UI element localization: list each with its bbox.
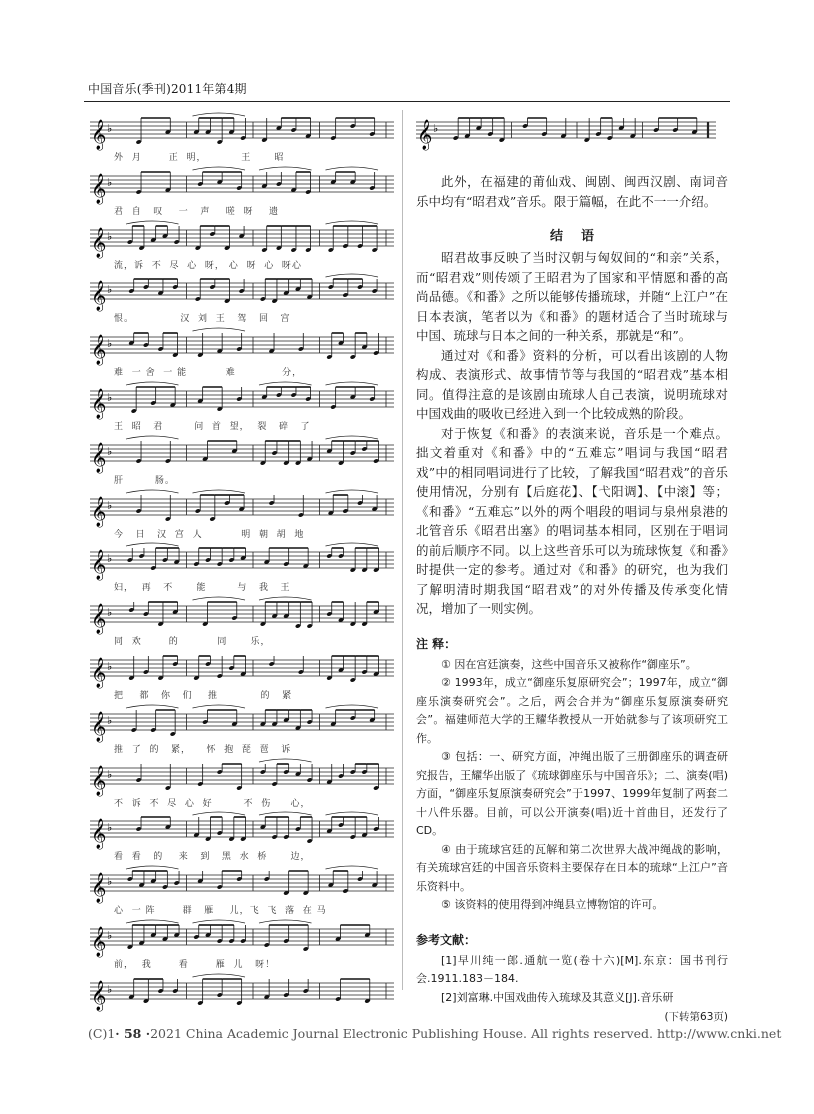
treble-clef-icon: 𝄞 bbox=[91, 819, 107, 850]
lyric-line: 看 看 的 来 到 黑 水 桥 边， bbox=[114, 852, 311, 863]
section-title: 结语 bbox=[549, 229, 612, 244]
note-item: ① 因在宫廷演奏，这些中国音乐又被称作“御座乐”。 bbox=[441, 657, 697, 671]
flat-icon: ♭ bbox=[107, 122, 113, 135]
staff-row bbox=[90, 273, 394, 327]
staff bbox=[90, 542, 394, 582]
staff-row bbox=[90, 919, 394, 973]
lyric-line: 王 昭 君 问 首 望， 裂 碎 了 bbox=[114, 421, 311, 432]
continued-note: (下转第63页) bbox=[664, 1011, 728, 1023]
treble-clef-icon: 𝄞 bbox=[91, 926, 107, 957]
flat-icon: ♭ bbox=[107, 713, 113, 727]
paragraph: 通过对《和番》资料的分析，可以看出该剧的人物构成、表演形式、故事情节等与我国的“昭君戏”基本相同。值得注意的是该剧由琉球人自己表演，说明琉球对中国戏曲的吸收已经进入到一个比较成熟的阶段。 bbox=[416, 347, 728, 421]
staff-row bbox=[90, 973, 394, 1027]
staff-row bbox=[90, 542, 394, 596]
flat-icon: ♭ bbox=[107, 337, 113, 351]
flat-icon: ♭ bbox=[107, 444, 113, 458]
treble-clef-icon: 𝄞 bbox=[91, 550, 107, 581]
flat-icon: ♭ bbox=[107, 821, 113, 835]
treble-clef-icon: 𝄞 bbox=[91, 604, 107, 635]
music-score bbox=[90, 112, 394, 1027]
staff bbox=[90, 811, 394, 851]
page-footer bbox=[88, 1026, 782, 1041]
treble-clef-icon: 𝄞 bbox=[91, 980, 107, 1011]
treble-clef-icon: 𝄞 bbox=[91, 657, 107, 688]
staff bbox=[90, 273, 394, 313]
staff bbox=[90, 919, 394, 959]
paragraph: 此外，在福建的莆仙戏、闽剧、闽西汉剧、南词音乐中均有“昭君戏”音乐。限于篇幅，在此不一一介绍。 bbox=[416, 174, 728, 209]
staff bbox=[90, 327, 394, 367]
lyric-line: 心 一 阵 群 雁 儿，飞 飞 落 在 马 bbox=[114, 906, 327, 917]
footer-copyright: 2021 China Academic Journal Electronic Publishing House. All rights reserved. http://www.cnki.net bbox=[150, 1026, 782, 1041]
staff-row bbox=[90, 596, 394, 650]
staff bbox=[90, 758, 394, 798]
treble-clef-icon: 𝄞 bbox=[91, 496, 107, 527]
flat-icon: ♭ bbox=[107, 606, 113, 620]
final-staff bbox=[416, 112, 728, 162]
lyric-line: 不 诉 不 尽 心 好 不 伤 心， bbox=[114, 798, 311, 809]
lyric-line: 恨。 汉 刘 王 驾 回 宫 bbox=[114, 314, 291, 325]
flat-icon: ♭ bbox=[107, 552, 113, 566]
lyric-line: 今 日 汉 宫 人 明 朝 胡 地 bbox=[114, 529, 305, 540]
staff-row bbox=[90, 811, 394, 865]
treble-clef-icon: 𝄞 bbox=[91, 388, 107, 419]
page-number: · 58 · bbox=[115, 1026, 151, 1041]
treble-clef-icon: 𝄞 bbox=[91, 227, 107, 258]
lyric-line: 同 欢 的 同 乐， bbox=[114, 637, 271, 648]
treble-clef-icon: 𝄞 bbox=[91, 442, 107, 473]
right-column bbox=[416, 112, 728, 1024]
staff bbox=[90, 596, 394, 636]
staff-row bbox=[90, 650, 394, 704]
treble-clef-icon: 𝄞 bbox=[91, 281, 107, 312]
staff bbox=[90, 112, 394, 152]
staff-row bbox=[90, 435, 394, 489]
staff-row bbox=[90, 865, 394, 919]
flat-icon: ♭ bbox=[107, 767, 113, 781]
lyric-line: 外 月 正 明， 王 昭 bbox=[114, 153, 285, 163]
staff-row bbox=[90, 166, 394, 220]
lyric-line: 推 了 的 紧， 怀 抱 琵 琶 诉 bbox=[114, 744, 292, 755]
treble-clef-icon: 𝄞 bbox=[417, 120, 433, 150]
references-title: 参考文献： bbox=[416, 932, 477, 947]
note-item: ④ 由于琉球宫廷的瓦解和第二次世界大战冲绳战的影响，有关琉球宫廷的中国音乐资料主要保存在日本的琉球“上江户”音乐资料中。 bbox=[416, 842, 728, 893]
note-item: ② 1993年，成立“御座乐复原研究会”；1997年，成立“御座乐演奏研究会”。之后，两会合并为“御座乐复原演奏研究会”。福建师范大学的王耀华教授从一开始就参与了该项研究工作。 bbox=[416, 676, 728, 745]
flat-icon: ♭ bbox=[107, 229, 113, 243]
flat-icon: ♭ bbox=[107, 390, 113, 404]
staff-row bbox=[90, 112, 394, 166]
footer-prefix: (C)1 bbox=[88, 1026, 116, 1041]
reference-item: [2]刘富琳.中国戏曲传入琉球及其意义[J].音乐研 bbox=[441, 990, 674, 1004]
flat-icon: ♭ bbox=[107, 659, 113, 673]
reference-item: [1]早川纯一郎.通航一览(卷十六)[M].东京：国书刊行会.1911.183－184. bbox=[416, 953, 728, 985]
flat-icon: ♭ bbox=[107, 283, 113, 297]
flat-icon: ♭ bbox=[107, 875, 113, 889]
notes-title: 注 释： bbox=[416, 636, 457, 651]
paragraph: 对于恢复《和番》的表演来说，音乐是一个难点。拙文着重对《和番》中的“五难忘”唱词与我国“昭君戏”中的相同唱词进行了比较，了解我国“昭君戏”的音乐使用情况，分别有【后庭花】、【弋阳调】、【中滚】等；《和番》“五难忘”以外的两个唱段的唱词与泉州泉港的北管音乐《昭君出塞》的唱词基本相同，区别在于唱词的前后顺序不同。以上这些音乐可以为琉球恢复《和番》时提供一定的参考。通过对《和番》的研究，也为我们了解明清时期我国“昭君戏”的对外传播及传承变化情况，增加了一则实例。 bbox=[416, 425, 728, 616]
staff bbox=[90, 220, 394, 260]
lyric-line: 君 自 叹 一 声 嗟 呀 遗 bbox=[114, 206, 279, 217]
staff bbox=[90, 489, 394, 529]
staff-row bbox=[90, 381, 394, 435]
staff-row bbox=[90, 704, 394, 758]
staff bbox=[90, 704, 394, 744]
staff bbox=[90, 973, 394, 1013]
note-item: ③ 包括：一、研究方面，冲绳出版了三册御座乐的调查研究报告，王耀华出版了《琉球御座乐与中国音乐》；二、演奏(唱)方面，“御座乐复原演奏研究会”于1997、1999年复制了两套二十八件乐器。目前，可以公开演奏(唱)近十首曲目，还发行了CD。 bbox=[416, 750, 728, 837]
flat-icon: ♭ bbox=[107, 498, 113, 512]
lyric-line: 难 一 舍 一 能 难 分， bbox=[114, 368, 303, 379]
staff-row bbox=[90, 489, 394, 543]
treble-clef-icon: 𝄞 bbox=[91, 873, 107, 904]
lyric-line: 前， 我 看 雁 儿 呀！ bbox=[114, 959, 276, 970]
staff-row bbox=[90, 220, 394, 274]
staff bbox=[90, 865, 394, 905]
lyric-line: 妇， 再 不 能 与 我 王 bbox=[114, 583, 291, 594]
flat-icon: ♭ bbox=[433, 122, 439, 135]
paragraph: 昭君故事反映了当时汉朝与匈奴间的“和亲”关系，而“昭君戏”则传颂了王昭君为了国家和平情愿和番的高尚品德。《和番》之所以能够传播琉球，并随“上江户”在日本表演，笔者以为《和番》的题材适合了当时琉球与中国、琉球与日本之间的一种关系，那就是“和”。 bbox=[416, 250, 728, 343]
treble-clef-icon: 𝄞 bbox=[91, 120, 107, 150]
treble-clef-icon: 𝄞 bbox=[91, 711, 107, 742]
staff bbox=[90, 381, 394, 421]
treble-clef-icon: 𝄞 bbox=[91, 173, 107, 204]
note-item: ⑤ 该资料的使用得到冲绳县立博物馆的许可。 bbox=[441, 898, 664, 911]
lyric-line: 流，诉 不 尽 心 呀， 心 呀 心 呀心 bbox=[114, 260, 302, 271]
staff bbox=[416, 112, 716, 152]
staff bbox=[90, 166, 394, 206]
column-divider bbox=[402, 110, 403, 990]
staff bbox=[90, 650, 394, 690]
flat-icon: ♭ bbox=[107, 928, 113, 942]
staff-row bbox=[90, 327, 394, 381]
flat-icon: ♭ bbox=[107, 982, 113, 996]
lyric-line: 把 都 你 们 推 的 紧 bbox=[114, 690, 293, 701]
journal-header: 中国音乐(季刊)2011年第4期 bbox=[88, 82, 247, 96]
staff bbox=[90, 435, 394, 475]
header-rule bbox=[84, 101, 730, 102]
treble-clef-icon: 𝄞 bbox=[91, 335, 107, 366]
staff-row bbox=[90, 758, 394, 812]
flat-icon: ♭ bbox=[107, 175, 113, 189]
lyric-line: 肝 肠。 bbox=[114, 475, 175, 486]
treble-clef-icon: 𝄞 bbox=[91, 765, 107, 796]
